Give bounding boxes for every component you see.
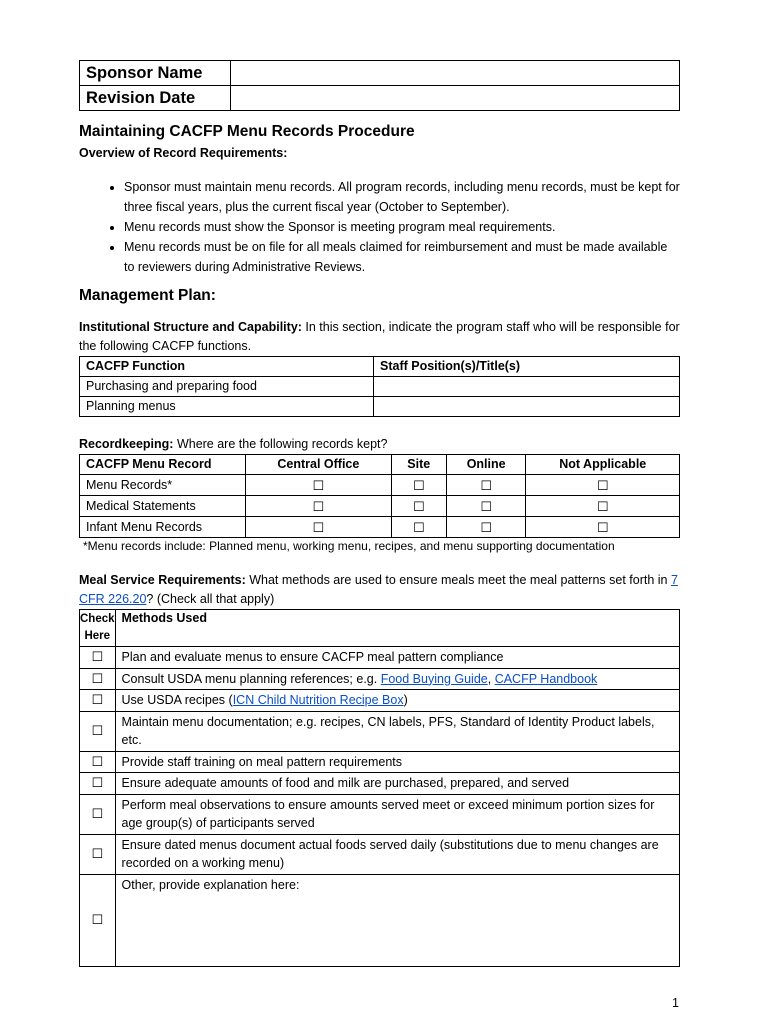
method-text: Ensure adequate amounts of food and milk are purchased, prepared, and served [115,773,679,795]
method-separator: , [487,671,495,686]
table-row [80,874,680,966]
revision-date-field[interactable] [231,86,680,111]
meal-service-text: What methods are used to ensure meals meet the meal patterns set forth in [245,573,671,587]
recordkeeping-label: Recordkeeping: [79,437,174,451]
function-cell: Purchasing and preparing food [80,377,374,397]
page-title: Maintaining CACFP Menu Records Procedure [79,123,415,140]
method-text-prefix: Use USDA recipes ( [121,693,233,707]
method-checkbox[interactable]: ☐ [80,647,116,669]
table-row [80,834,680,874]
icn-recipe-box-link[interactable]: ICN Child Nutrition Recipe Box [232,693,404,707]
table-header: CACFP Function [80,357,374,377]
table-row [80,690,680,712]
table-row [80,773,680,795]
method-text-suffix: ) [403,693,408,707]
recordkeeping-text: Where are the following records kept? [173,437,388,451]
table-row [80,794,680,834]
method-checkbox[interactable]: ☐ [80,711,116,751]
table-row [80,377,680,397]
method-checkbox[interactable]: ☐ [80,794,116,834]
method-text: Ensure dated menus document actual foods served daily (substitutions due to menu changes are recorded on a working menu) [115,834,679,874]
institutional-paragraph [79,318,680,356]
cacfp-handbook-link[interactable]: CACFP Handbook [494,671,598,686]
staff-input-cell[interactable] [374,377,680,397]
checkbox-site[interactable]: ☐ [391,496,446,517]
table-row [80,647,680,669]
method-text [115,690,679,712]
table-row [80,517,680,538]
method-text [115,668,679,690]
overview-heading: Overview of Record Requirements: [79,146,288,160]
institutional-label: Institutional Structure and Capability: [79,320,302,334]
table-header: Site [391,455,446,475]
record-label: Medical Statements [80,496,246,517]
method-text: Plan and evaluate menus to ensure CACFP meal pattern compliance [115,647,679,669]
management-plan-heading: Management Plan: [79,287,216,304]
document-page [79,60,680,967]
checkbox-central-office[interactable]: ☐ [246,475,392,496]
check-header-line2: Here [84,630,111,642]
recordkeeping-paragraph [79,435,680,454]
staff-table [79,356,680,417]
checkbox-online[interactable]: ☐ [446,517,526,538]
sponsor-info-table [79,60,680,111]
food-buying-guide-link[interactable]: Food Buying Guide [380,671,488,686]
institutional-text: In this section, indicate the program staff who will be responsible for the following CACFP functions. [79,320,680,353]
checkbox-site[interactable]: ☐ [391,517,446,538]
table-header: CACFP Menu Record [80,455,246,475]
checkbox-site[interactable]: ☐ [391,475,446,496]
records-footnote: *Menu records include: Planned menu, working menu, recipes, and menu supporting documentation [83,539,615,553]
methods-used-header: Methods Used [115,610,679,647]
method-checkbox[interactable]: ☐ [80,834,116,874]
table-row [80,496,680,517]
page-number: 1 [672,996,679,1010]
requirements-list [79,177,680,277]
list-item: • Menu records must be on file for all meals claimed for reimbursement and must be made available to reviewers during Administrative Reviews. [124,237,680,277]
method-text: Provide staff training on meal pattern requirements [115,751,679,773]
table-row [80,475,680,496]
meal-service-text-end: ? (Check all that apply) [146,592,275,606]
checkbox-online[interactable]: ☐ [446,475,526,496]
method-checkbox[interactable]: ☐ [80,668,116,690]
checkbox-not-applicable[interactable]: ☐ [526,496,680,517]
check-here-header [80,610,116,647]
checkbox-online[interactable]: ☐ [446,496,526,517]
list-item: • Sponsor must maintain menu records. All program records, including menu records, must be kept for three fiscal years, plus the current fiscal year (October to September). [124,177,680,217]
record-label: Menu Records* [80,475,246,496]
method-text-prefix: Consult USDA menu planning references; e.g. [121,671,381,686]
staff-input-cell[interactable] [374,397,680,417]
table-row [80,397,680,417]
methods-table [79,609,680,967]
table-header: Central Office [246,455,392,475]
method-checkbox[interactable]: ☐ [80,751,116,773]
meal-service-paragraph [79,571,680,609]
table-row [80,668,680,690]
table-header: Not Applicable [526,455,680,475]
method-checkbox[interactable]: ☐ [80,690,116,712]
function-cell: Planning menus [80,397,374,417]
checkbox-not-applicable[interactable]: ☐ [526,517,680,538]
revision-date-label: Revision Date [80,86,231,111]
method-checkbox[interactable]: ☐ [80,773,116,795]
checkbox-not-applicable[interactable]: ☐ [526,475,680,496]
records-table [79,454,680,538]
cfr-link[interactable]: 7 CFR 226.20 [79,573,678,606]
table-header: Staff Position(s)/Title(s) [374,357,680,377]
table-row [80,711,680,751]
checkbox-central-office[interactable]: ☐ [246,496,392,517]
table-header: Online [446,455,526,475]
check-header-line1: Check [80,613,115,625]
checkbox-central-office[interactable]: ☐ [246,517,392,538]
method-text: Maintain menu documentation; e.g. recipes, CN labels, PFS, Standard of Identity Product labels, etc. [115,711,679,751]
record-label: Infant Menu Records [80,517,246,538]
meal-service-label: Meal Service Requirements: [79,573,246,587]
list-item: • Menu records must show the Sponsor is meeting program meal requirements. [124,217,680,237]
other-explanation-field[interactable]: Other, provide explanation here: [115,874,679,966]
table-row [80,751,680,773]
method-text: Perform meal observations to ensure amounts served meet or exceed minimum portion sizes for age group(s) of participants served [115,794,679,834]
sponsor-name-label: Sponsor Name [80,61,231,86]
method-checkbox[interactable]: ☐ [80,874,116,966]
sponsor-name-field[interactable] [231,61,680,86]
